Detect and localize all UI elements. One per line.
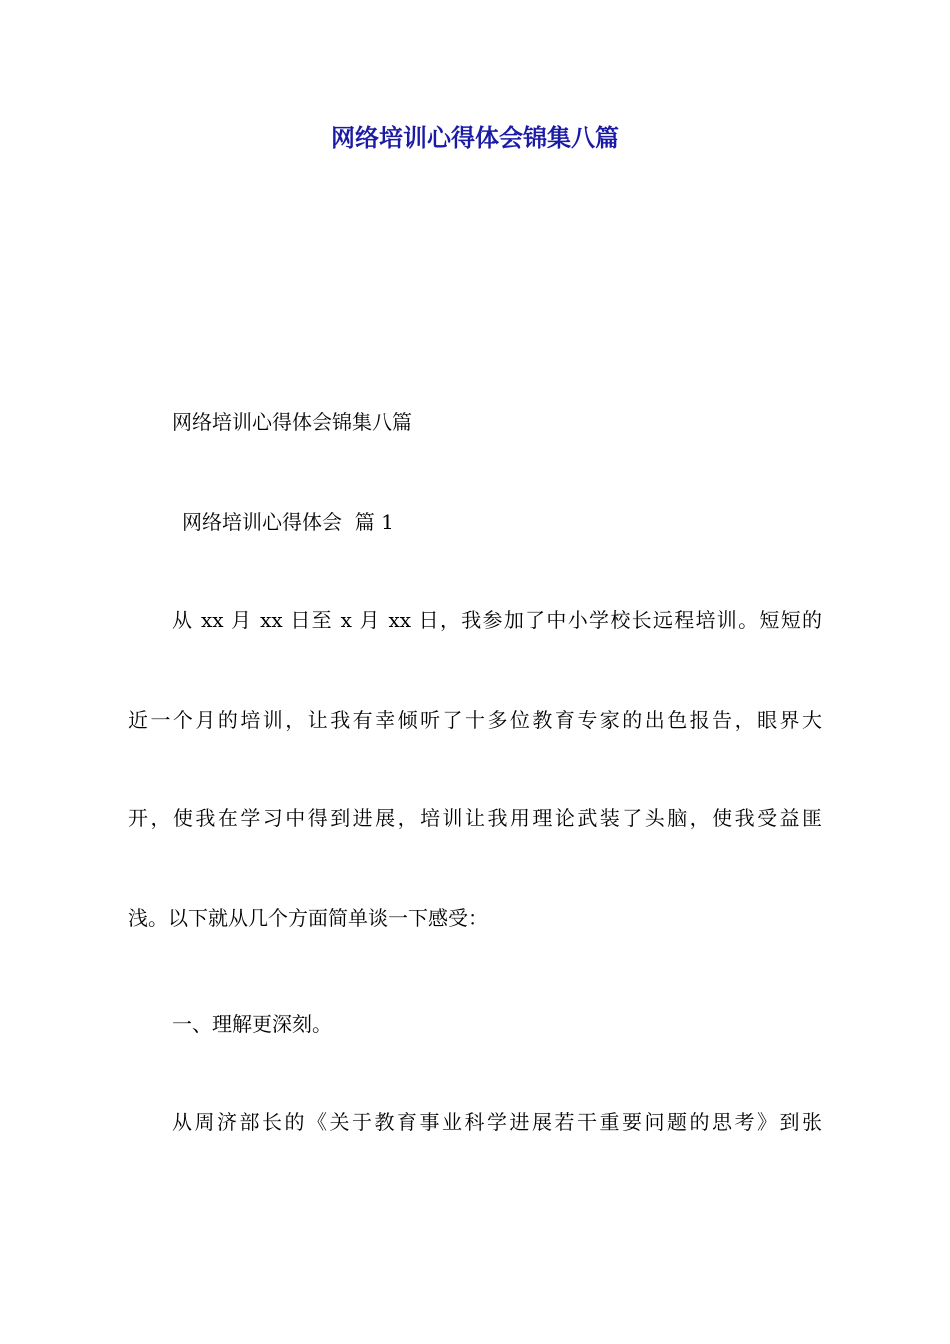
document-title: 网络培训心得体会锦集八篇 xyxy=(331,124,619,152)
paragraph-line: 从 xx 月 xx 日至 x 月 xx 日，我参加了中小学校长远程培训。短短的 xyxy=(172,608,822,632)
section-heading: 网络培训心得体会 篇 1 xyxy=(182,510,394,534)
paragraph-line: 从周济部长的《关于教育事业科学进展若干重要问题的思考》到张 xyxy=(172,1110,822,1134)
document-subtitle: 网络培训心得体会锦集八篇 xyxy=(172,410,412,434)
point-heading: 一、理解更深刻。 xyxy=(172,1012,332,1036)
paragraph-line: 开，使我在学习中得到进展，培训让我用理论武装了头脑，使我受益匪 xyxy=(128,806,822,830)
paragraph-line: 近一个月的培训，让我有幸倾听了十多位教育专家的出色报告，眼界大 xyxy=(128,708,822,732)
paragraph-line: 浅。以下就从几个方面简单谈一下感受： xyxy=(128,906,488,930)
